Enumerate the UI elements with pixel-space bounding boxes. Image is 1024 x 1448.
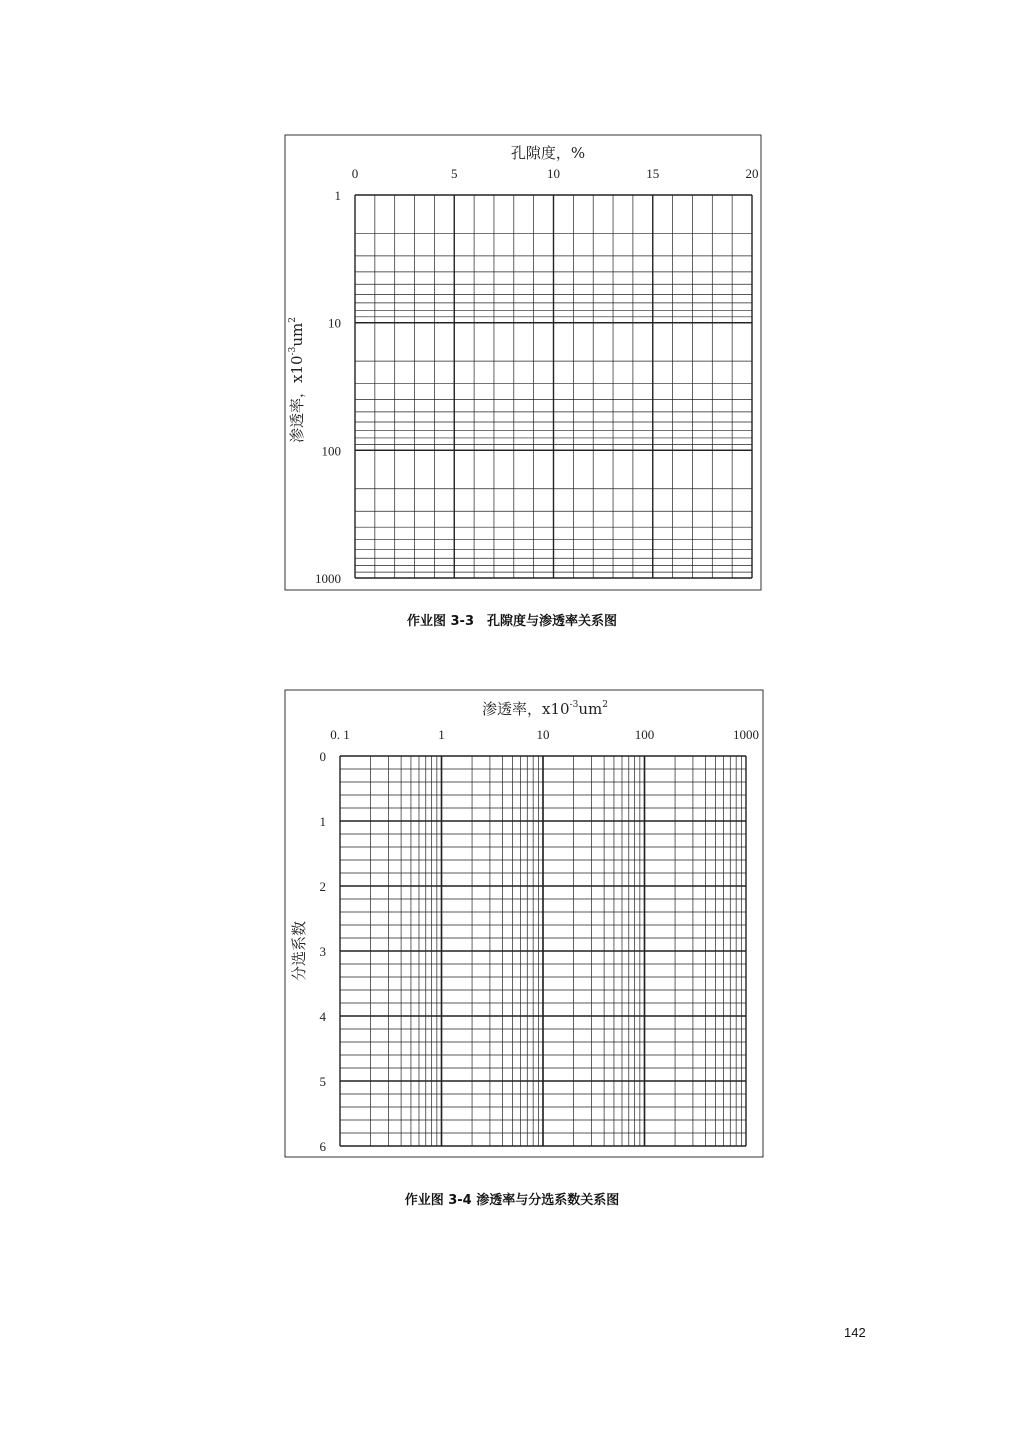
x-tick-label: 1000 bbox=[733, 727, 759, 742]
y-tick-label: 5 bbox=[319, 1074, 326, 1089]
figure-caption-3-4: 作业图 3-4 渗透率与分选系数关系图 bbox=[404, 1193, 620, 1208]
y-tick-label: 1 bbox=[319, 814, 326, 829]
figure-caption-3-3: 作业图 3-3 孔隙度与渗透率关系图 bbox=[406, 614, 617, 629]
chart-permeability-sorting bbox=[285, 690, 763, 1157]
x-tick-label: 10 bbox=[536, 727, 550, 742]
y-axis-title: 渗透率，$x10^{-3}um^2$ bbox=[288, 317, 306, 443]
x-tick-label: 5 bbox=[451, 166, 458, 181]
y-tick-label: 100 bbox=[321, 443, 341, 459]
x-tick-label: 100 bbox=[634, 727, 655, 742]
y-tick-label: 6 bbox=[319, 1139, 326, 1154]
x-axis-title: 渗透率，$x10^{-3}um^2$ bbox=[482, 700, 608, 718]
chart-porosity-permeability bbox=[285, 135, 761, 590]
x-tick-label: 20 bbox=[745, 166, 759, 181]
x-tick-label: 15 bbox=[646, 166, 660, 181]
x-tick-label: 10 bbox=[547, 166, 560, 181]
page-number: 142 bbox=[844, 1325, 866, 1340]
chart-frame bbox=[285, 135, 761, 590]
y-tick-label: 1 bbox=[334, 188, 341, 203]
x-tick-label: 0. 1 bbox=[330, 727, 350, 742]
y-tick-label: 3 bbox=[319, 944, 326, 959]
y-tick-label: 0 bbox=[319, 749, 326, 764]
x-axis-title: 孔隙度，% bbox=[510, 144, 586, 162]
y-axis-title: 分选系数 bbox=[290, 920, 308, 982]
y-tick-label: 4 bbox=[319, 1009, 326, 1024]
y-tick-label: 1000 bbox=[315, 571, 341, 586]
chart-grid bbox=[355, 195, 752, 578]
chart-frame bbox=[285, 690, 763, 1157]
y-tick-label: 2 bbox=[319, 879, 326, 894]
x-tick-label: 1 bbox=[438, 727, 445, 742]
x-tick-label: 0 bbox=[351, 166, 359, 181]
y-tick-label: 10 bbox=[328, 315, 341, 331]
